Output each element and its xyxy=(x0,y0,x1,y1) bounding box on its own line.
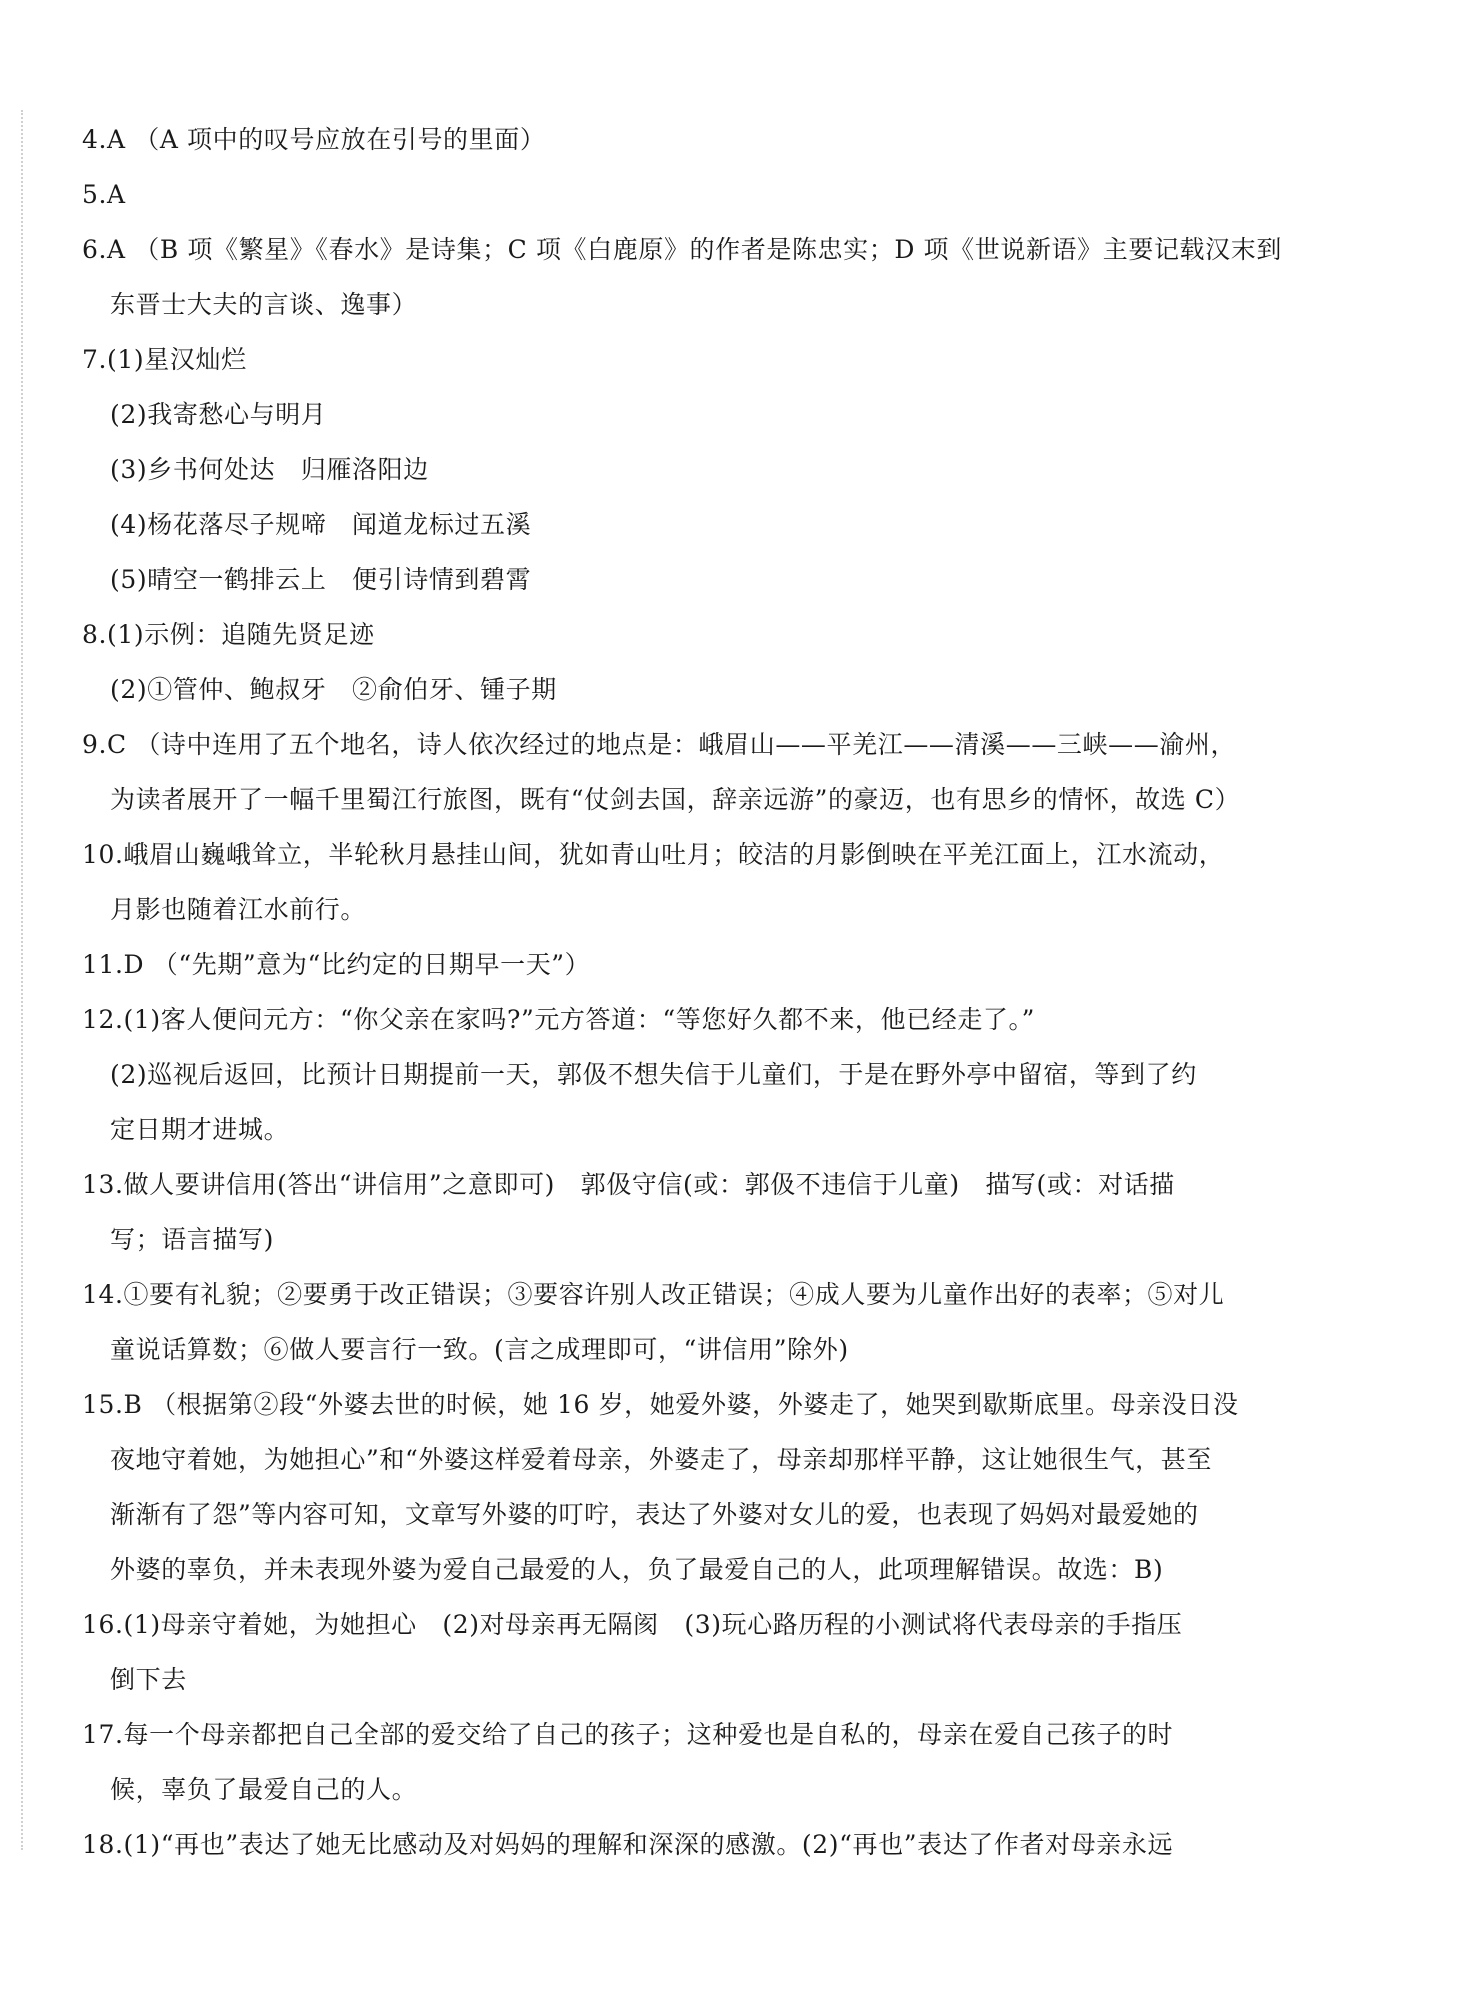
answer-12-2-cont: 定日期才进城。 xyxy=(110,1115,290,1144)
answer-6-cont: 东晋士大夫的言谈、逸事） xyxy=(110,290,418,319)
answer-13: 13.做人要讲信用(答出“讲信用”之意即可) 郭伋守信(或：郭伋不违信于儿童) 描写(或：对话描 xyxy=(82,1170,1175,1199)
binding-margin-line xyxy=(21,110,23,1850)
answer-14: 14.①要有礼貌；②要勇于改正错误；③要容许别人改正错误；④成人要为儿童作出好的表率；⑤对儿 xyxy=(82,1280,1225,1309)
answer-7-1: 7.(1)星汉灿烂 xyxy=(82,345,247,374)
answer-9-cont: 为读者展开了一幅千里蜀江行旅图，既有“仗剑去国，辞亲远游”的豪迈，也有思乡的情怀，故选 C） xyxy=(110,785,1241,814)
answer-12-1: 12.(1)客人便问元方：“你父亲在家吗?”元方答道：“等您好久都不来，他已经走了。” xyxy=(82,1005,1035,1034)
answer-4: 4.A （A 项中的叹号应放在引号的里面） xyxy=(82,125,546,154)
answer-16: 16.(1)母亲守着她，为她担心 (2)对母亲再无隔阂 (3)玩心路历程的小测试将代表母亲的手指压 xyxy=(82,1610,1183,1639)
answer-12-2: (2)巡视后返回，比预计日期提前一天，郭伋不想失信于儿童们，于是在野外亭中留宿，等到了约 xyxy=(110,1060,1197,1089)
answer-15-cont-3: 外婆的辜负，并未表现外婆为爱自己最爱的人，负了最爱自己的人，此项理解错误。故选：B) xyxy=(110,1555,1164,1584)
answer-10: 10.峨眉山巍峨耸立，半轮秋月悬挂山间，犹如青山吐月；皎洁的月影倒映在平羌江面上，江水流动， xyxy=(82,840,1225,869)
answer-8-1: 8.(1)示例：追随先贤足迹 xyxy=(82,620,375,649)
answer-11: 11.D （“先期”意为“比约定的日期早一天”） xyxy=(82,950,591,979)
answer-15-cont-2: 渐渐有了怨”等内容可知，文章写外婆的叮咛，表达了外婆对女儿的爱，也表现了妈妈对最爱她的 xyxy=(110,1500,1199,1529)
answer-5: 5.A xyxy=(82,180,126,209)
answer-18: 18.(1)“再也”表达了她无比感动及对妈妈的理解和深深的感激。(2)“再也”表达了作者对母亲永远 xyxy=(82,1830,1174,1859)
answer-14-cont: 童说话算数；⑥做人要言行一致。(言之成理即可，“讲信用”除外) xyxy=(110,1335,849,1364)
answer-7-3: (3)乡书何处达 归雁洛阳边 xyxy=(110,455,429,484)
answer-7-2: (2)我寄愁心与明月 xyxy=(110,400,327,429)
answer-16-cont: 倒下去 xyxy=(110,1665,187,1694)
answer-17-cont: 候，辜负了最爱自己的人。 xyxy=(110,1775,418,1804)
answer-7-5: (5)晴空一鹤排云上 便引诗情到碧霄 xyxy=(110,565,532,594)
answer-9: 9.C （诗中连用了五个地名，诗人依次经过的地点是：峨眉山——平羌江——清溪——三峡——渝州， xyxy=(82,730,1237,759)
answer-key-text xyxy=(82,112,1282,1872)
answer-8-2: (2)①管仲、鲍叔牙 ②俞伯牙、锺子期 xyxy=(110,675,557,704)
answer-17: 17.每一个母亲都把自己全部的爱交给了自己的孩子；这种爱也是自私的，母亲在爱自己孩子的时 xyxy=(82,1720,1174,1749)
answer-15: 15.B （根据第②段“外婆去世的时候，她 16 岁，她爱外婆，外婆走了，她哭到歇斯底里。母亲没日没 xyxy=(82,1390,1239,1419)
answer-15-cont-1: 夜地守着她，为她担心”和“外婆这样爱着母亲，外婆走了，母亲却那样平静，这让她很生气，甚至 xyxy=(110,1445,1212,1474)
answer-7-4: (4)杨花落尽子规啼 闻道龙标过五溪 xyxy=(110,510,532,539)
answer-13-cont: 写；语言描写) xyxy=(110,1225,274,1254)
answer-6: 6.A （B 项《繁星》《春水》是诗集；C 项《白鹿原》的作者是陈忠实；D 项《世说新语》主要记载汉末到 xyxy=(82,235,1282,264)
answer-10-cont: 月影也随着江水前行。 xyxy=(110,895,367,924)
